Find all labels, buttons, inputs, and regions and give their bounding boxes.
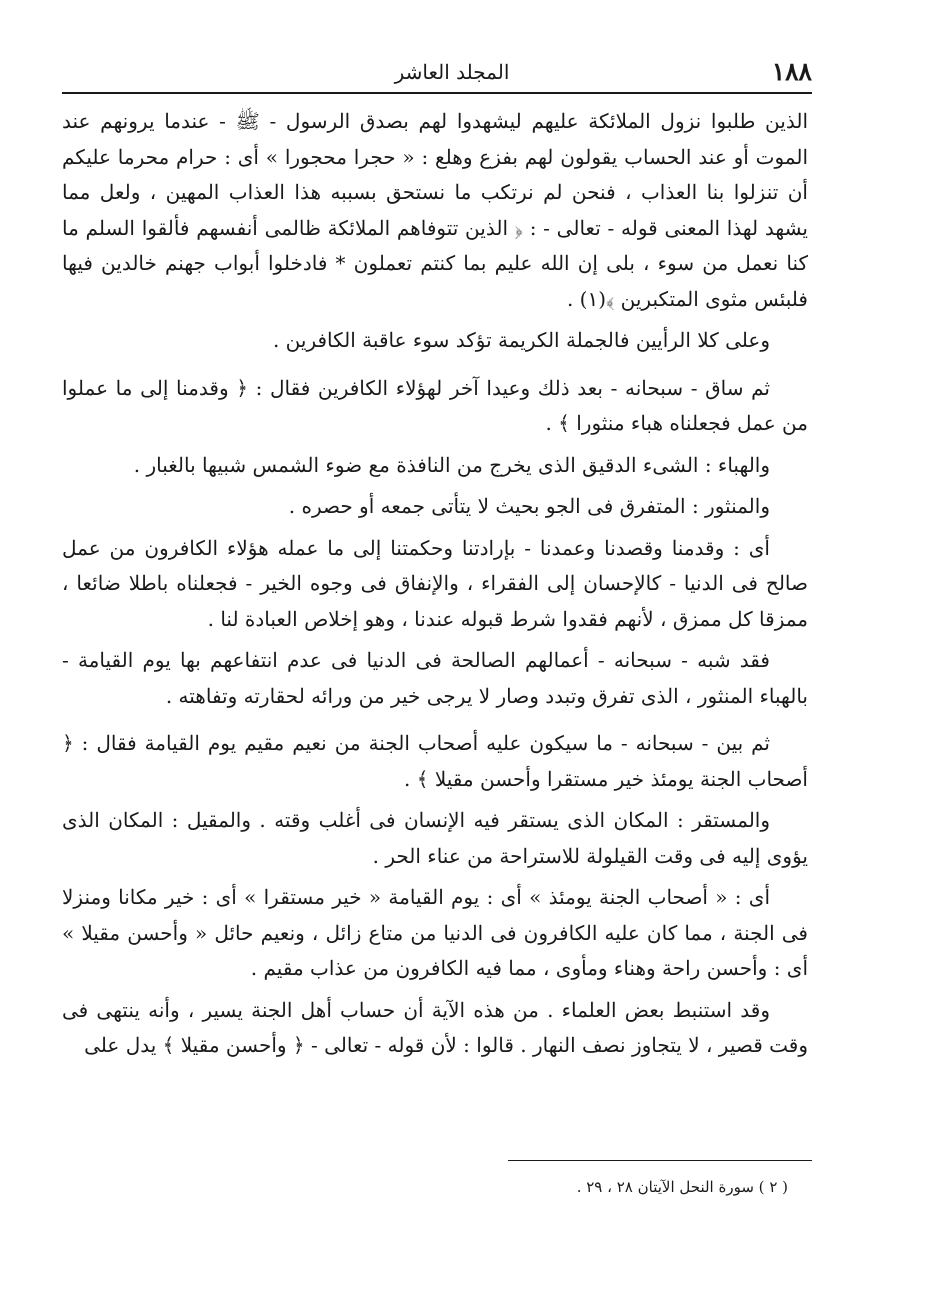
paragraph: والمنثور : المتفرق فى الجو بحيث لا يتأتى جمعه أو حصره . — [288, 494, 770, 518]
header-rule — [62, 92, 812, 94]
paragraph: وقد استنبط بعض العلماء . من هذه الآية أن حساب أهل الجنة يسير ، وأنه ينتهى فى وقت قصير ، لا يتجاوز نصف النهار . قالوا : لأن قوله - تعالى - ﴿ وأحسن مقيلا ﴾ يدل على — [62, 997, 808, 1057]
paragraph: فقد شبه - سبحانه - أعمالهم الصالحة فى الدنيا فى عدم انتفاعهم بها يوم القيامة - بالهباء المنثور ، الذى تفرق وتبدد وصار لا يرجى خير من ورائه لحقارته وتفاهته . — [62, 648, 808, 708]
paragraph: ثم ساق - سبحانه - بعد ذلك وعيدا آخر لهؤلاء الكافرين فقال : ﴿ وقدمنا إلى ما عملوا من عمل فجعلناه هباء منثورا ﴾ . — [62, 375, 808, 435]
body-text — [62, 104, 808, 1064]
paragraph: والمستقر : المكان الذى يستقر فيه الإنسان فى أغلب وقته . والمقيل : المكان الذى يؤوى إليه فى وقت القيلولة للاستراحة من عناء الحر . — [62, 808, 808, 868]
paragraph: ثم بين - سبحانه - ما سيكون عليه أصحاب الجنة من نعيم مقيم يوم القيامة فقال : ﴿ أصحاب الجنة يومئذ خير مستقرا وأحسن مقيلا ﴾ . — [62, 731, 808, 791]
paragraph: والهباء : الشىء الدقيق الذى يخرج من النافذة مع ضوء الشمس شبيها بالغبار . — [133, 452, 770, 477]
paragraph: أى : « أصحاب الجنة يومئذ » أى : يوم القيامة « خير مستقرا » أى : خير مكانا ومنزلا فى الجنة ، مما كان عليه الكافرون فى الدنيا من متاع زائل ، ونعيم حائل « وأحسن مقيلا » أى : وأحسن راحة وهناء ومأوى ، مما فيه الكافرون من عذاب مقيم . — [62, 885, 808, 980]
footnote-rule — [508, 1160, 812, 1161]
paragraph: وعلى كلا الرأيين فالجملة الكريمة تؤكد سوء عاقبة الكافرين . — [272, 328, 770, 352]
footnote: ( ٢ ) سورة النحل الآيتان ٢٨ ، ٢٩ . — [576, 1178, 788, 1196]
paragraph: الذين طلبوا نزول الملائكة عليهم ليشهدوا لهم بصدق الرسول - ﷺ - عندما يرونهم عند الموت أو عند الحساب يقولون لهم بفزع وهلع : « حجرا محجورا » أى : حرام محرما عليكم أن تنزلوا بنا العذاب ، فنحن لم نرتكب ما نستحق بسببه هذا العذاب المهين ، ولعل مما يشهد لهذا المعنى قوله - تعالى - : ﴿ الذين تتوفاهم الملائكة ظالمى أنفسهم فألقوا السلم ما كنا نعمل من سوء ، بلى إن الله عليم بما كنتم تعملون * فادخلوا أبواب جهنم خالدين فيها فلبئس مثوى المتكبرين ﴾(١) . — [62, 109, 808, 311]
page-number: ١٨٨ — [771, 57, 812, 86]
page-header — [62, 52, 812, 92]
paragraph: أى : وقدمنا وقصدنا وعمدنا - بإرادتنا وحكمتنا إلى ما عمله هؤلاء الكافرون من عمل صالح فى الدنيا - كالإحسان إلى الفقراء ، والإنفاق فى وجوه الخير - فجعلناه باطلا ضائعا ، ممزقا كل ممزق ، لأنهم فقدوا شرط قبوله عندنا ، وهو إخلاص العبادة لنا . — [62, 535, 808, 631]
running-head: المجلد العاشر — [394, 60, 510, 84]
